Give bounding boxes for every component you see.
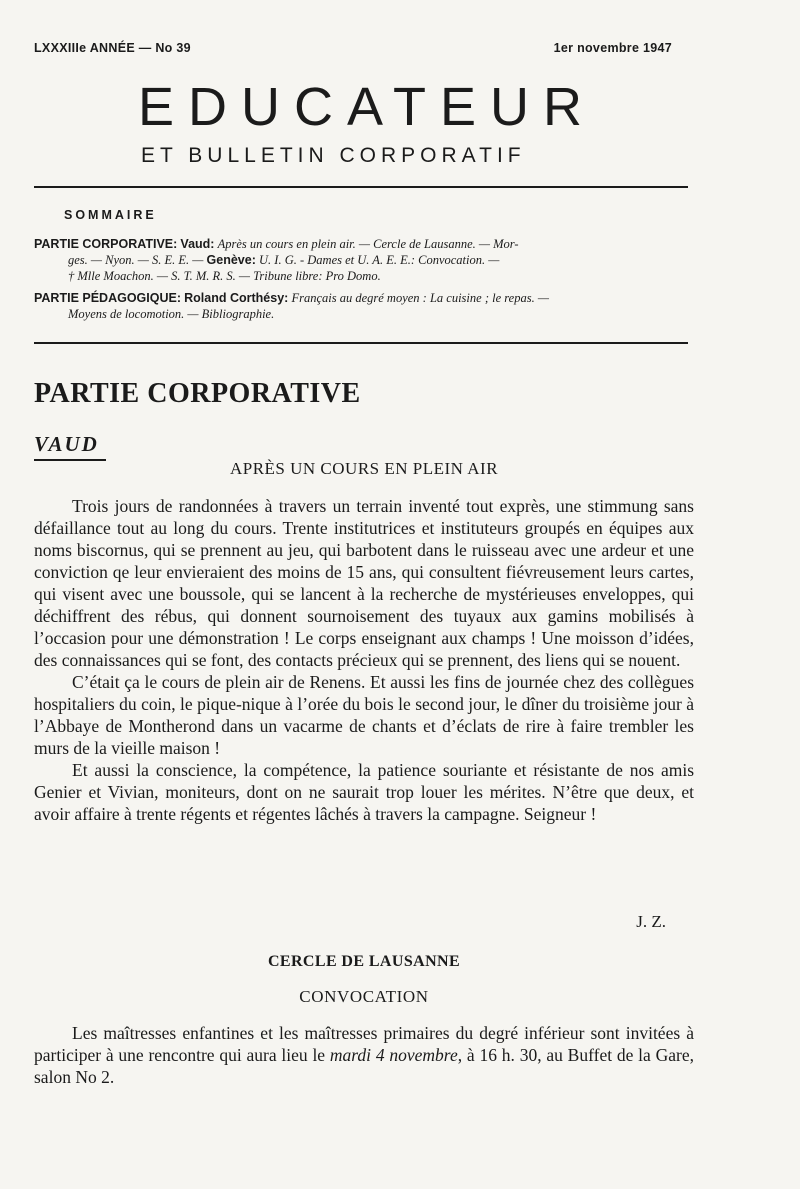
section-title: PARTIE CORPORATIVE xyxy=(34,378,361,409)
toc-vaud-label: Vaud: xyxy=(180,237,215,251)
article2-text-after: , à 16 h. 30, au Buffet de la Gare, salon No 2. xyxy=(34,1045,694,1087)
article-signature: J. Z. xyxy=(636,912,666,931)
article-body xyxy=(34,495,694,825)
issue-number: LXXXIIIe ANNÉE — No 39 xyxy=(34,41,191,55)
article-paragraph: C’était ça le cours de plein air de Renens. Et aussi les fins de journée chez des collègues hospitaliers du coin, le pique-nique à l’orée du bois le second jour, le dîner du troisième jour à l’Abbaye de Montherond dans un vacarme de chants et d’éclats de rire à faire trembler les murs de la vieille maison ! xyxy=(34,672,694,758)
sommaire-divider xyxy=(34,342,688,344)
article2-subtitle: CONVOCATION xyxy=(299,987,429,1006)
toc-pedagogique-label: PARTIE PÉDAGOGIQUE: xyxy=(34,291,182,305)
masthead-subtitle: ET BULLETIN CORPORATIF xyxy=(141,144,526,167)
masthead-title: EDUCATEUR xyxy=(138,77,597,137)
toc-pedagogique-author: Roland Corthésy: xyxy=(184,291,289,305)
toc-corporative-label: PARTIE CORPORATIVE: xyxy=(34,237,178,251)
toc-partie-corporative xyxy=(34,236,694,284)
article-paragraph: Trois jours de randonnées à travers un terrain inventé tout exprès, une stimmung sans défaillance tout au long du cours. Trente institutrices et instituteurs groupés en équipes aux noms biscornus, qui se prennent au jeu, qui barbotent dans le ruisseau avec une ardeur et une conviction qe leur envieraient des moins de 15 ans, qui consultent fiévreusement leurs cartes, qui visent avec une boussole, qui se lancent à la recherche de mystérieuses enveloppes, qui déchiffrent des rébus, qui donnent sournoisement des tuyaux aux gamins mobilisés à l’occasion pour une démonstration ! Le corps enseignant aux champs ! Une moisson d’idées, des connaissances qui se font, des contacts précieux qui se prennent, des liens qui se nouent. xyxy=(34,496,694,670)
toc-geneve-items: U. I. G. - Dames et U. A. E. E.: Convocation. — xyxy=(259,253,500,267)
issue-date: 1er novembre 1947 xyxy=(553,41,672,55)
toc-pedagogique-items: Français au degré moyen : La cuisine ; le repas. — xyxy=(291,291,549,305)
toc-partie-pedagogique xyxy=(34,290,694,322)
toc-corporative-line3: † Mlle Moachon. — S. T. M. R. S. — Tribune libre: Pro Domo. xyxy=(68,269,381,283)
toc-geneve-label: Genève: xyxy=(206,253,256,267)
toc-pedagogique-items-cont: Moyens de locomotion. — Bibliographie. xyxy=(68,307,275,321)
toc-vaud-items: Après un cours en plein air. — Cercle de Lausanne. — Mor- xyxy=(217,237,519,251)
article-paragraph: Et aussi la conscience, la compétence, la patience souriante et résistante de nos amis Genier et Vivian, moniteurs, dont on ne saurait trop louer les mérites. N’être que deux, et avoir affaire à trente régents et régentes lâchés à travers la campagne. Seigneur ! xyxy=(34,760,694,824)
article2-date: mardi 4 novembre xyxy=(329,1045,458,1065)
header-divider xyxy=(34,186,688,188)
article2-body xyxy=(34,1022,694,1088)
article2-paragraph xyxy=(34,1022,694,1088)
sommaire-title: SOMMAIRE xyxy=(64,208,157,222)
toc-vaud-items-cont: ges. — Nyon. — S. E. E. — xyxy=(68,253,204,267)
subsection-title: VAUD xyxy=(34,432,99,456)
article-title: APRÈS UN COURS EN PLEIN AIR xyxy=(229,459,499,478)
article2-text-before: Les maîtresses enfantines et les maîtresses primaires du degré inférieur sont invitées à participer à une rencontre qui aura lieu le xyxy=(34,1023,694,1065)
article2-title: CERCLE DE LAUSANNE xyxy=(267,953,461,970)
